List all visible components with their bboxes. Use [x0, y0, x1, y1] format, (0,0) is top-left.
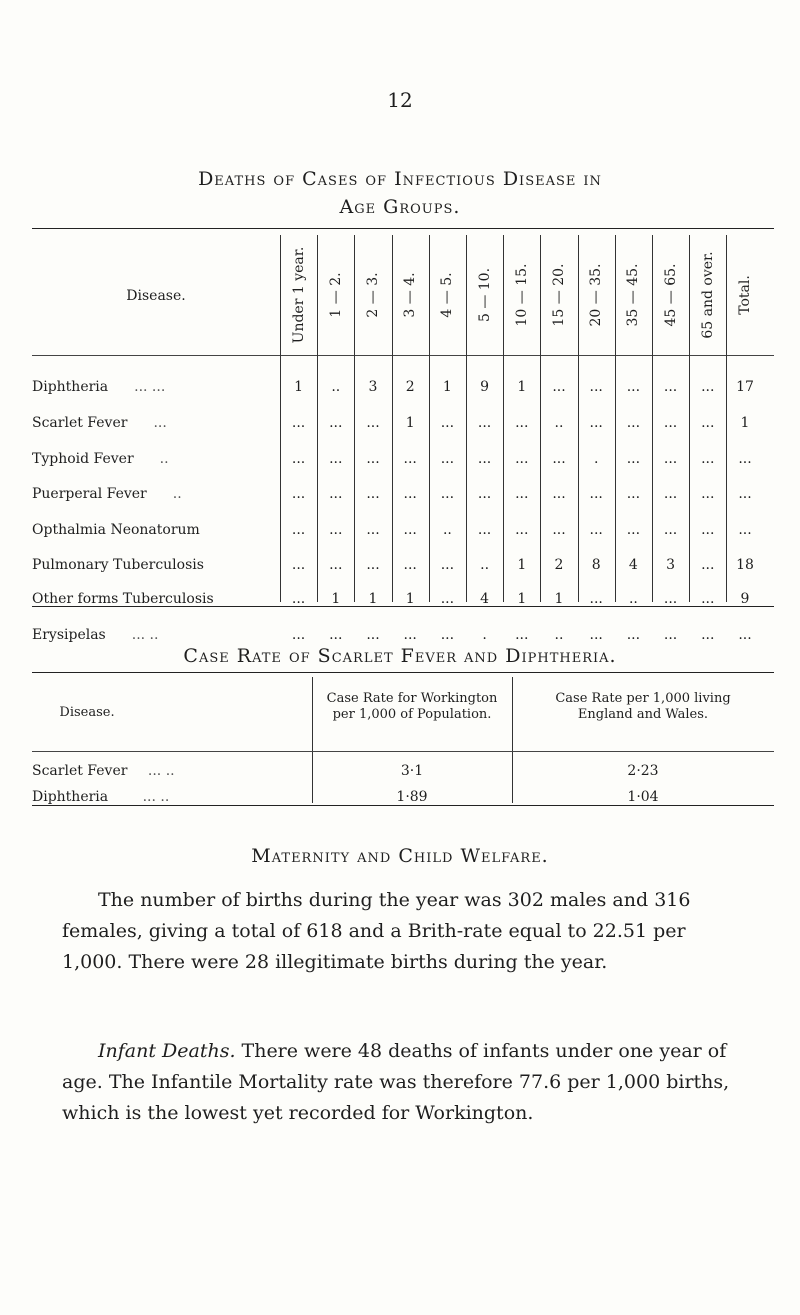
table-cell: ... [515, 522, 529, 538]
births-paragraph: The number of births during the year was 302 males and 316 females, giving a total of 618 and a Brith-rate equal to 22.51 per 1,000. There were 28 illegitimate births during the year. [62, 889, 691, 973]
table-cell: ... [366, 486, 380, 502]
england-rate-cell: 2·23 [627, 763, 659, 779]
table-cell: 3 [666, 557, 676, 573]
deaths-table-subtitle: Age Groups. [339, 196, 461, 218]
disease-name: Scarlet Fever [32, 415, 128, 431]
case-rate-row-label [32, 789, 169, 805]
table-cell: ... [329, 522, 343, 538]
table-cell: ... [329, 415, 343, 431]
table-cell: .. [331, 379, 341, 395]
table-cell: ... [663, 591, 678, 607]
age-group-header-text: Under 1 year. [290, 246, 307, 344]
table-cell: ... [701, 522, 715, 538]
england-rate-cell: 1·04 [627, 789, 659, 805]
table-cell: ... [403, 522, 417, 538]
workington-rate-cell: 1·89 [396, 789, 428, 805]
disease-row-label [32, 415, 167, 431]
table-cell: ... [552, 522, 566, 538]
infant-deaths-text: There were 48 deaths of infants under one year of age. The Infantile Mortality rate was therefore 77.6 per 1,000 births, which is the lowest yet recorded for Workington. [62, 1040, 730, 1124]
table-cell: ... [552, 451, 566, 467]
table-cell: ... [403, 557, 417, 573]
table-cell: . [482, 627, 487, 643]
age-group-header-text: 2 — 3. [365, 272, 381, 318]
age-group-header [551, 263, 567, 327]
disease-row-label [32, 591, 214, 607]
table-cell: 2 [554, 557, 564, 573]
table-cell: 1 [331, 591, 341, 607]
table-cell: ... [738, 451, 752, 467]
age-group-header-text: 20 — 35. [588, 263, 605, 327]
table-cell: 1 [442, 379, 452, 395]
table-cell: ... [663, 451, 678, 467]
age-group-header [476, 267, 493, 323]
table-cell: .. [628, 591, 638, 607]
table-cell: ... [291, 522, 306, 538]
table-cell: ... [738, 522, 752, 538]
table-cell: ... [589, 591, 603, 607]
age-group-header [588, 263, 605, 327]
table-cell: ... [626, 522, 641, 538]
table-cell: .. [442, 522, 452, 538]
table-cell: ... [403, 627, 417, 643]
table-cell: 1 [517, 557, 527, 573]
england-rate-header [512, 691, 774, 723]
disease-row-label [32, 379, 165, 395]
infant-deaths-heading: Infant Deaths. [98, 1040, 236, 1062]
table-cell: 1 [740, 415, 750, 431]
table-cell: ... [515, 415, 529, 431]
disease-row-label [32, 486, 182, 502]
deaths-table-title: Deaths of Cases of Infectious Disease in [198, 168, 602, 190]
age-group-header [327, 272, 344, 318]
age-group-header [439, 272, 456, 318]
case-rate-disease-header: Disease. [59, 705, 115, 720]
age-group-header-text: 15 — 20. [551, 263, 567, 327]
case-rate-table-title: Case Rate of Scarlet Fever and Diphtheria. [183, 645, 617, 667]
table-cell: ... [701, 379, 715, 395]
disease-name: Typhoid Fever [32, 451, 134, 467]
workington-rate-header-line2: per 1,000 of Population. [332, 707, 492, 722]
table-cell: ... [403, 486, 417, 502]
disease-row-label [32, 557, 204, 573]
age-group-header-text: 3 — 4. [402, 272, 419, 318]
table-cell: ... [626, 627, 641, 643]
leader-dots: .. [172, 486, 182, 502]
table-cell: ... [403, 451, 417, 467]
table-cell: 4 [480, 591, 490, 607]
table-cell: 1 [517, 591, 527, 607]
leader-dots: ... .. [131, 627, 159, 643]
table-cell: ... [329, 451, 343, 467]
table-cell: ... [589, 415, 603, 431]
age-group-header [290, 246, 307, 344]
table-cell: ... [701, 451, 715, 467]
disease-row-label [32, 627, 158, 643]
table-cell: ... [626, 451, 641, 467]
table-cell: .. [554, 415, 564, 431]
table-cell: ... [515, 451, 529, 467]
table-cell: 1 [554, 591, 564, 607]
age-group-header [402, 272, 419, 318]
table-cell: 1 [517, 379, 527, 395]
infant-deaths-paragraph [62, 1036, 742, 1129]
case-rate-table [32, 672, 774, 806]
table-cell: ... [329, 557, 343, 573]
age-group-header-text: Total. [737, 275, 753, 315]
table-cell: 3 [368, 379, 378, 395]
age-group-header-text: 4 — 5. [439, 272, 456, 318]
table-cell: ... [329, 627, 343, 643]
table-cell: ... [701, 591, 715, 607]
table-cell: ... [366, 451, 380, 467]
table-cell: ... [366, 415, 380, 431]
table-cell: ... [329, 486, 343, 502]
table-cell: ... [440, 451, 455, 467]
table-cell: ... [552, 486, 566, 502]
table-cell: ... [663, 627, 678, 643]
table-cell: ... [589, 522, 603, 538]
disease-name: Pulmonary Tuberculosis [32, 557, 204, 573]
table-cell: .. [480, 557, 490, 573]
leader-dots: ... .. [142, 789, 170, 805]
header-divider [32, 751, 774, 752]
leader-dots: ... ... [134, 379, 166, 395]
table-cell: 2 [405, 379, 415, 395]
leader-dots: ... .. [147, 763, 175, 779]
table-cell: ... [738, 627, 752, 643]
age-group-header [662, 263, 679, 327]
table-cell: ... [291, 627, 306, 643]
disease-name: Diphtheria [32, 379, 109, 395]
age-group-header [625, 263, 642, 327]
age-group-header [365, 272, 381, 318]
age-group-header [737, 275, 753, 315]
table-cell: 9 [480, 379, 490, 395]
leader-dots: ... [153, 415, 167, 431]
table-cell: ... [589, 486, 603, 502]
table-cell: ... [291, 451, 306, 467]
disease-name: Opthalmia Neonatorum [32, 522, 200, 538]
table-cell: ... [440, 415, 455, 431]
table-cell: ... [515, 486, 529, 502]
deaths-by-age-table [32, 228, 774, 643]
table-cell: 4 [628, 557, 638, 573]
table-cell: ... [477, 451, 492, 467]
england-rate-header-line1: Case Rate per 1,000 living [555, 691, 731, 706]
maternity-section-title: Maternity and Child Welfare. [251, 845, 549, 867]
disease-name: Puerperal Fever [32, 486, 147, 502]
table-cell: ... [626, 379, 641, 395]
table-cell: ... [701, 486, 715, 502]
table-cell: ... [291, 415, 306, 431]
table-cell: ... [589, 627, 603, 643]
table-cell: ... [663, 522, 678, 538]
table-cell: ... [701, 627, 715, 643]
row-label-text: Diphtheria [32, 789, 109, 805]
age-group-header-text: 5 — 10. [476, 267, 493, 323]
table-cell: 9 [740, 591, 750, 607]
disease-name: Erysipelas [32, 627, 106, 643]
england-rate-header-line2: England and Wales. [577, 707, 709, 722]
age-group-header-text: 65 and over. [699, 251, 716, 339]
table-cell: ... [515, 627, 529, 643]
table-cell: ... [440, 557, 455, 573]
age-group-header-text: 45 — 65. [662, 263, 679, 327]
table-cell: ... [366, 627, 380, 643]
case-rate-row-label [32, 763, 175, 779]
disease-name: Other forms Tuberculosis [32, 591, 214, 607]
leader-dots: .. [159, 451, 169, 467]
disease-row-label [32, 522, 200, 538]
age-group-header-text: 35 — 45. [625, 263, 642, 327]
table-cell: 1 [294, 379, 304, 395]
age-group-header-text: 1 — 2. [327, 272, 344, 318]
disease-row-label [32, 451, 169, 467]
age-group-header [699, 251, 716, 339]
age-group-header-text: 10 — 15. [513, 263, 530, 327]
table-cell: ... [626, 486, 641, 502]
table-cell: 1 [368, 591, 378, 607]
workington-rate-header [312, 691, 512, 723]
age-group-header [513, 263, 530, 327]
table-cell: ... [626, 415, 641, 431]
disease-column-header: Disease. [126, 288, 186, 304]
table-cell: ... [366, 522, 380, 538]
table-cell: ... [440, 591, 455, 607]
table-cell: ... [291, 591, 306, 607]
table-cell: ... [589, 379, 603, 395]
table-cell: 1 [405, 415, 415, 431]
header-divider [32, 355, 774, 356]
table-cell: ... [291, 557, 306, 573]
table-cell: ... [738, 486, 752, 502]
table-cell: .. [554, 627, 564, 643]
workington-rate-header-line1: Case Rate for Workington [326, 691, 498, 706]
table-cell: 1 [405, 591, 415, 607]
row-label-text: Scarlet Fever [32, 763, 128, 779]
table-cell: ... [663, 415, 678, 431]
table-cell: ... [701, 557, 715, 573]
table-cell: ... [701, 415, 715, 431]
table-cell: . [593, 451, 599, 467]
table-cell: ... [366, 557, 380, 573]
table-cell: ... [663, 379, 678, 395]
table-cell: 17 [736, 379, 754, 395]
workington-rate-cell: 3·1 [400, 763, 424, 779]
table-cell: ... [477, 522, 492, 538]
page-number: 12 [387, 88, 413, 112]
table-cell: ... [552, 379, 566, 395]
table-cell: ... [440, 486, 455, 502]
table-cell: 8 [591, 557, 601, 573]
table-cell: ... [477, 415, 492, 431]
table-cell: ... [663, 486, 678, 502]
table-cell: ... [291, 486, 306, 502]
table-cell: ... [477, 486, 492, 502]
table-cell: ... [440, 627, 455, 643]
table-cell: 18 [736, 557, 754, 573]
